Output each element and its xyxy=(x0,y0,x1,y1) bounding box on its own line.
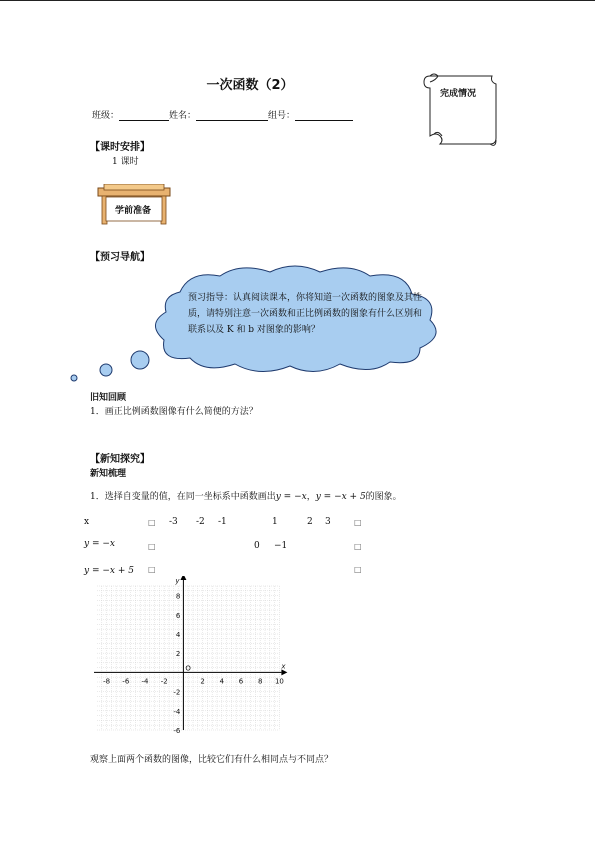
explore-heading: 【新知探究】 xyxy=(90,454,150,465)
x-tick-label: -6 xyxy=(122,677,130,686)
table-box[interactable]: □ xyxy=(148,518,156,527)
cloud-text: 预习指导：认真阅读课本，你将知道一次函数的图象及其性质，请特别注意一次函数和正比例函数的图象有什么区别和联系以及 K 和 b 对图象的影响？ xyxy=(188,293,423,335)
top-rule xyxy=(0,0,595,1)
x-value: 2 xyxy=(307,517,313,527)
review-heading: 旧知回顾 xyxy=(90,393,127,403)
x-value: -2 xyxy=(196,517,205,527)
q1-prefix: 1．选择自变量的值，在同一坐标系中函数画出 xyxy=(90,492,276,502)
y-tick-label: -2 xyxy=(173,688,181,697)
origin-label: O xyxy=(185,664,191,673)
x-tick-label: -8 xyxy=(103,677,111,686)
table-box[interactable]: □ xyxy=(148,542,156,551)
y-axis-label: y xyxy=(175,577,180,585)
completion-label: 完成情况 xyxy=(440,89,477,99)
x-tick-label: 10 xyxy=(274,677,284,686)
table-box[interactable]: □ xyxy=(148,565,156,574)
x-tick-label: -2 xyxy=(160,677,168,686)
group-label: 组号： xyxy=(268,111,296,121)
q1-formula-1: y = −x xyxy=(275,492,307,502)
row-label-x: x xyxy=(84,517,90,527)
y-tick-label: 2 xyxy=(175,650,181,659)
class-blank[interactable] xyxy=(119,111,169,121)
coordinate-grid[interactable] xyxy=(92,576,297,738)
preview-heading: 【预习导航】 xyxy=(90,252,150,263)
x-value: 3 xyxy=(325,517,331,527)
class-label: 班级： xyxy=(92,111,120,121)
x-tick-label: 8 xyxy=(257,677,263,686)
x-value: -1 xyxy=(218,517,227,527)
x-tick-label: 4 xyxy=(219,677,225,686)
q1-formula-2: y = −x + 5 xyxy=(315,492,366,502)
y-tick-label: -4 xyxy=(173,707,181,716)
schedule-heading: 【课时安排】 xyxy=(90,142,150,153)
y1-value: 0 xyxy=(254,541,260,551)
table-box[interactable]: □ xyxy=(354,542,362,551)
row-label-y2: y = −x + 5 xyxy=(84,566,134,576)
y1-value: −1 xyxy=(274,541,288,551)
scroll-decoration xyxy=(420,70,502,150)
y-axis-arrow xyxy=(180,576,186,580)
y-tick-label: 8 xyxy=(175,592,181,601)
x-tick-label: -4 xyxy=(141,677,149,686)
q1-separator: ， xyxy=(306,492,316,502)
explore-subheading: 新知梳理 xyxy=(90,469,127,479)
name-blank[interactable] xyxy=(196,111,268,121)
page-title: 一次函数（2） xyxy=(206,78,294,93)
explore-question-1 xyxy=(90,489,402,502)
y-tick-label: 4 xyxy=(175,631,181,639)
table-box[interactable]: □ xyxy=(354,518,362,527)
student-info-line xyxy=(92,108,353,121)
name-label: 姓名： xyxy=(169,111,197,121)
table-box[interactable]: □ xyxy=(354,565,362,574)
prep-sign-label: 学前准备 xyxy=(115,206,152,216)
review-question-1: 1．画正比例函数图像有什么简便的方法？ xyxy=(90,407,258,417)
x-value: -3 xyxy=(169,517,178,527)
row-label-y1: y = −x xyxy=(84,539,115,549)
x-axis-label: x xyxy=(281,662,286,671)
y-tick-label: -6 xyxy=(173,727,181,735)
x-tick-label: 2 xyxy=(200,677,205,686)
schedule-text: 1 课时 xyxy=(112,157,139,167)
x-value: 1 xyxy=(272,517,278,527)
group-blank[interactable] xyxy=(295,111,353,121)
y-tick-label: 6 xyxy=(175,611,181,620)
observe-question: 观察上面两个函数的图像，比较它们有什么相同点与不同点？ xyxy=(90,755,334,765)
x-tick-label: 6 xyxy=(238,677,244,686)
q1-suffix: 的图象。 xyxy=(365,492,402,502)
